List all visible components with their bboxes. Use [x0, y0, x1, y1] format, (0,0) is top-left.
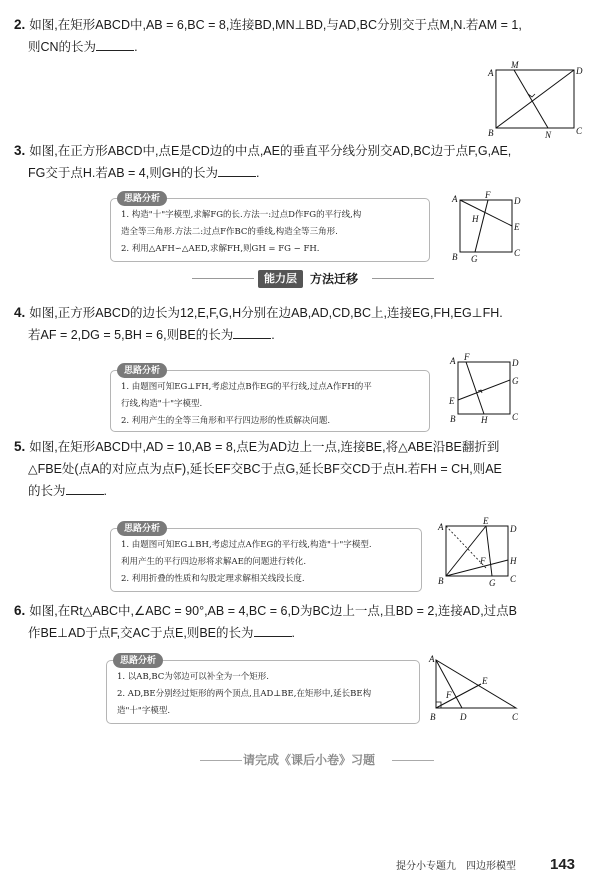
answer-blank[interactable] [218, 164, 256, 177]
hint-tag: 思路分析 [117, 521, 167, 536]
hint-line: 1. 构造"十"字模型,求解FG的长.方法一:过点D作FG的平行线,构 [121, 210, 362, 220]
hint-line: 1. 由题图可知EG⊥FH,考虑过点B作EG的平行线,过点A作FH的平 [121, 382, 372, 392]
question-text: △FBE处(点A的对应点为点F),延长EF交BC于点G,延长BF交CD于点H.若FH = CH,则AE [28, 462, 502, 476]
label-H: H [481, 415, 488, 425]
hint-line: 1. 以AB,BC为邻边可以补全为一个矩形. [117, 672, 270, 682]
hint-line: 2. AD,BE分别经过矩形的两个顶点,且AD⊥BE,在矩形中,延长BE构 [117, 689, 372, 699]
label-A: A [450, 356, 456, 366]
question-text: . [291, 626, 295, 640]
page-number: 143 [550, 856, 576, 873]
hint-line: 行线,构造"十"字模型. [121, 399, 203, 409]
question-text: 则CN的长为 [28, 40, 97, 54]
divider [192, 278, 254, 279]
label-E: E [449, 396, 455, 406]
label-C: C [514, 248, 521, 258]
answer-blank[interactable] [254, 624, 292, 637]
label-G: G [471, 254, 478, 264]
label-F: F [485, 190, 491, 200]
question-6 [14, 600, 584, 644]
figure-q6 [426, 650, 526, 728]
label-E: E [483, 516, 489, 526]
question-text: . [255, 166, 260, 180]
question-number: 5. [14, 439, 26, 454]
question-3 [14, 140, 584, 184]
divider [200, 760, 242, 761]
hint-line: 2. 利用产生的全等三角形和平行四边形的性质解决问题. [121, 416, 331, 426]
question-text: 若AF = 2,DG = 5,BH = 6,则BE的长为 [28, 328, 234, 342]
hint-box-q6 [106, 655, 420, 724]
homework-note: 请完成《课后小卷》习题 [243, 753, 376, 767]
question-4 [14, 302, 584, 346]
question-text: 如图,在Rt△ABC中,∠ABC = 90°,AB = 4,BC = 6,D为BC边上一点,且BD = 2,连接AD,过点B [29, 604, 518, 618]
label-D: D [576, 66, 583, 76]
answer-blank[interactable] [233, 326, 271, 339]
label-D: D [460, 712, 467, 722]
label-M: M [511, 60, 519, 70]
label-F: F [464, 352, 470, 362]
answer-blank[interactable] [66, 482, 104, 495]
hint-line: 1. 由题图可知EG⊥BH,考虑过点A作EG的平行线,构造"十"字模型. [121, 540, 372, 550]
question-number: 2. [14, 17, 26, 32]
footer-label: 提分小专题九 四边形模型 [396, 861, 516, 872]
label-G: G [512, 376, 519, 386]
question-2 [14, 14, 584, 58]
section-header [0, 268, 596, 290]
label-D: D [510, 524, 517, 534]
question-number: 6. [14, 603, 26, 618]
label-A: A [488, 68, 494, 78]
label-B: B [450, 414, 456, 424]
label-B: B [488, 128, 494, 138]
answer-blank[interactable] [96, 38, 134, 51]
label-C: C [510, 574, 517, 584]
hint-tag: 思路分析 [117, 191, 167, 206]
figure-q5 [434, 516, 524, 588]
label-A: A [438, 522, 444, 532]
label-N: N [545, 130, 552, 140]
question-number: 4. [14, 305, 26, 320]
figure-q2 [484, 58, 586, 140]
label-B: B [452, 252, 458, 262]
hint-tag: 思路分析 [113, 653, 163, 668]
label-G: G [489, 578, 496, 588]
label-H: H [472, 214, 479, 224]
label-B: B [438, 576, 444, 586]
label-D: D [512, 358, 519, 368]
hint-line: 2. 利用折叠的性质和勾股定理求解相关线段长度. [121, 574, 305, 584]
divider [372, 278, 434, 279]
hint-box-q5 [110, 523, 422, 592]
question-text: 如图,正方形ABCD的边长为12,E,F,G,H分别在边AB,AD,CD,BC上,连接EG,FH,EG⊥FH. [29, 306, 503, 320]
label-F: F [446, 690, 452, 700]
question-text: . [134, 40, 138, 54]
label-C: C [512, 412, 519, 422]
label-E: E [514, 222, 520, 232]
section-title: 方法迁移 [310, 272, 359, 286]
question-text: . [103, 484, 107, 498]
label-C: C [512, 712, 519, 722]
label-D: D [514, 196, 521, 206]
question-text: FG交于点H.若AB = 4,则GH的长为 [28, 166, 218, 180]
question-text: 如图,在矩形ABCD中,AB = 6,BC = 8,连接BD,MN⊥BD,与AD,BC分别交于点M,N.若AM = 1, [29, 18, 522, 32]
label-F: F [480, 556, 486, 566]
hint-line: 利用产生的平行四边形将求解AE的问题进行转化. [121, 557, 307, 567]
label-A: A [429, 654, 435, 664]
hint-line: 造全等三角形.方法二:过点F作BC的垂线,构造全等三角形. [121, 227, 338, 237]
figure-q4 [444, 350, 524, 430]
level-badge: 能力层 [258, 270, 303, 288]
question-text: . [271, 328, 275, 342]
hint-box-q4 [110, 365, 430, 432]
hint-line: 造"十"字模型. [117, 706, 171, 716]
question-text: 的长为 [28, 484, 66, 498]
question-5 [14, 436, 584, 502]
figure-q3 [448, 190, 528, 266]
question-number: 3. [14, 143, 26, 158]
label-B: B [430, 712, 436, 722]
hint-tag: 思路分析 [117, 363, 167, 378]
question-text: 如图,在矩形ABCD中,AD = 10,AB = 8,点E为AD边上一点,连接BE,将△ABE沿BE翻折到 [29, 440, 500, 454]
label-A: A [452, 194, 458, 204]
label-E: E [482, 676, 488, 686]
label-H: H [510, 556, 517, 566]
hint-line: 2. 利用△AFH∽△AED,求解FH,则GH = FG − FH. [121, 244, 320, 254]
question-text: 作BE⊥AD于点F,交AC于点E,则BE的长为 [28, 626, 254, 640]
label-C: C [576, 126, 583, 136]
hint-box-q3 [110, 193, 430, 262]
question-text: 如图,在正方形ABCD中,点E是CD边的中点,AE的垂直平分线分别交AD,BC边于点F,G,AE, [29, 144, 512, 158]
divider [392, 760, 434, 761]
